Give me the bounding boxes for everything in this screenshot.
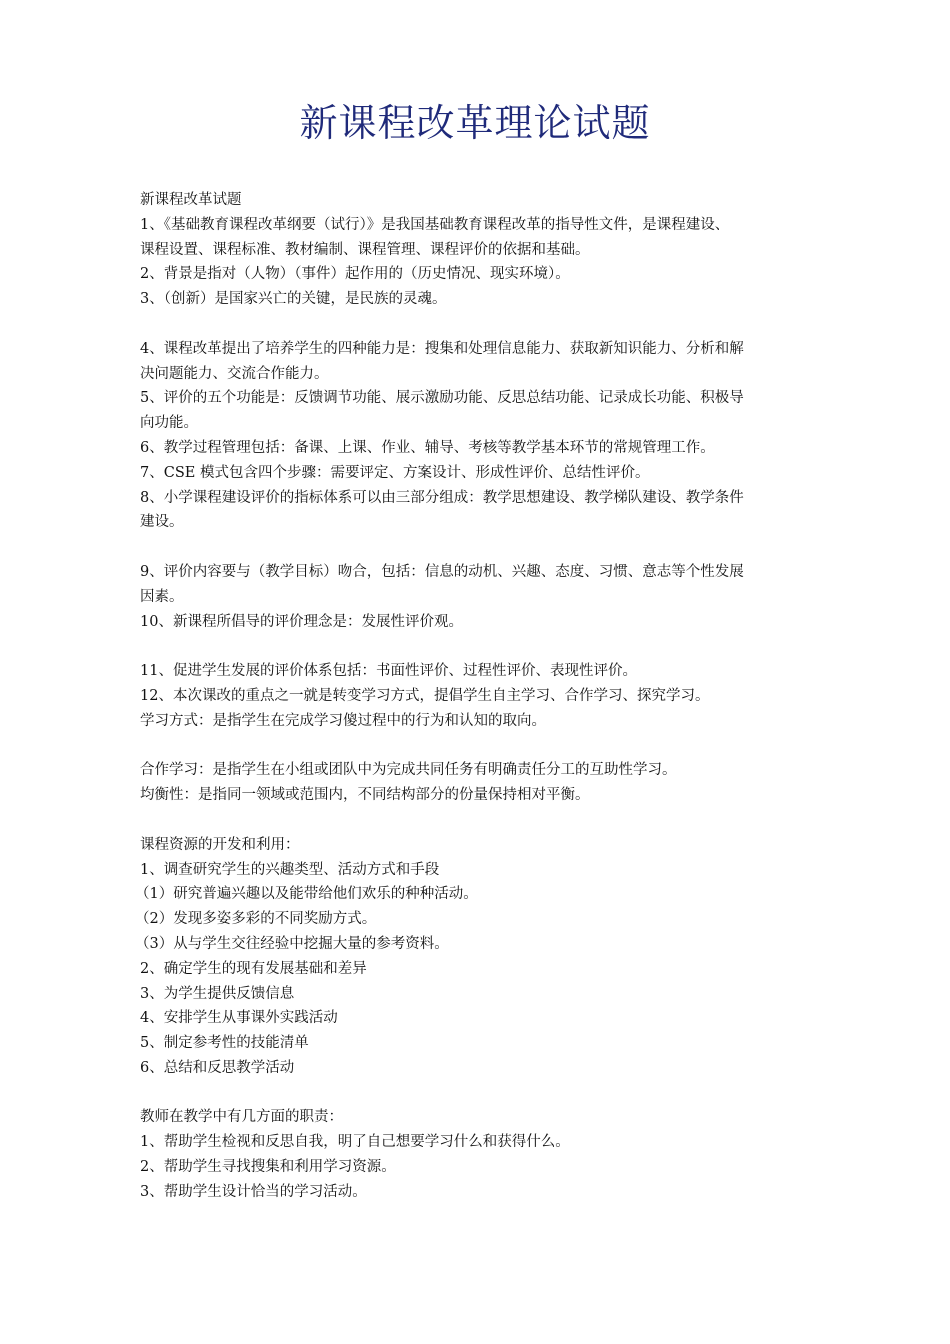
text-line: （1）研究普遍兴趣以及能带给他们欢乐的种种活动。 bbox=[135, 886, 478, 903]
text-line: 4、安排学生从事课外实践活动 bbox=[140, 1010, 338, 1027]
text-line: 10、新课程所倡导的评价理念是：发展性评价观。 bbox=[140, 613, 463, 630]
blank-line bbox=[140, 535, 810, 560]
text-line: 均衡性：是指同一领域或范围内，不同结构部分的份量保持相对平衡。 bbox=[140, 787, 590, 804]
text-line: 课程设置、课程标准、教材编制、课程管理、课程评价的依据和基础。 bbox=[140, 241, 590, 258]
text-line: 11、促进学生发展的评价体系包括：书面性评价、过程性评价、表现性评价。 bbox=[140, 663, 637, 680]
text-line: 6、教学过程管理包括：备课、上课、作业、辅导、考核等教学基本环节的常规管理工作。 bbox=[140, 439, 715, 456]
text-line: （2）发现多姿多彩的不同奖励方式。 bbox=[135, 911, 377, 928]
text-line: 1、调查研究学生的兴趣类型、活动方式和手段 bbox=[140, 861, 440, 878]
text-line: 1、帮助学生检视和反思自我，明了自己想要学习什么和获得什么。 bbox=[140, 1134, 570, 1151]
text-line: 12、本次课改的重点之一就是转变学习方式，提倡学生自主学习、合作学习、探究学习。 bbox=[140, 687, 710, 704]
text-line: 4、课程改革提出了培养学生的四种能力是：搜集和处理信息能力、获取新知识能力、分析和解 bbox=[140, 340, 744, 357]
text-line: 学习方式：是指学生在完成学习傻过程中的行为和认知的取向。 bbox=[140, 712, 546, 729]
text-line: 6、总结和反思教学活动 bbox=[140, 1059, 295, 1076]
text-line: 3、（创新）是国家兴亡的关键，是民族的灵魂。 bbox=[140, 291, 447, 308]
text-line: 7、CSE 模式包含四个步骤：需要评定、方案设计、形成性评价、总结性评价。 bbox=[140, 464, 650, 481]
text-line: （3）从与学生交往经验中挖掘大量的参考资料。 bbox=[135, 935, 449, 952]
text-line: 3、帮助学生设计恰当的学习活动。 bbox=[140, 1183, 367, 1200]
text-line: 合作学习：是指学生在小组或团队中为完成共同任务有明确责任分工的互助性学习。 bbox=[140, 762, 677, 779]
text-line: 新课程改革试题 bbox=[140, 192, 242, 208]
text-line: 2、确定学生的现有发展基础和差异 bbox=[140, 960, 367, 977]
document-body bbox=[135, 188, 810, 1205]
text-line: 2、帮助学生寻找搜集和利用学习资源。 bbox=[140, 1159, 396, 1176]
text-line: 因素。 bbox=[140, 588, 184, 605]
text-line: 3、为学生提供反馈信息 bbox=[140, 985, 295, 1002]
text-line: 8、小学课程建设评价的指标体系可以由三部分组成：教学思想建设、教学梯队建设、教学条件 bbox=[140, 489, 744, 506]
text-line: 5、评价的五个功能是：反馈调节功能、展示激励功能、反思总结功能、记录成长功能、积极导 bbox=[140, 390, 744, 407]
document-title: 新课程改革理论试题 bbox=[299, 101, 651, 145]
text-line: 9、评价内容要与（教学目标）吻合，包括：信息的动机、兴趣、态度、习惯、意志等个性发展 bbox=[140, 563, 744, 580]
text-line: 2、背景是指对（人物）（事件）起作用的（历史情况、现实环境）。 bbox=[140, 266, 570, 283]
blank-line bbox=[140, 1081, 810, 1106]
text-line: 教师在教学中有几方面的职责： bbox=[140, 1109, 343, 1126]
text-line: 建设。 bbox=[140, 514, 184, 531]
text-line: 决问题能力、交流合作能力。 bbox=[140, 365, 329, 382]
text-line: 5、制定参考性的技能清单 bbox=[140, 1035, 309, 1052]
blank-line bbox=[140, 808, 810, 833]
text-line: 向功能。 bbox=[140, 415, 198, 432]
text-line: 课程资源的开发和利用： bbox=[140, 836, 300, 853]
text-line: 1、《基础教育课程改革纲要（试行）》是我国基础教育课程改革的指导性文件，是课程建设、 bbox=[140, 216, 730, 233]
blank-line bbox=[140, 312, 810, 337]
blank-line bbox=[140, 734, 810, 759]
blank-line bbox=[140, 634, 810, 659]
